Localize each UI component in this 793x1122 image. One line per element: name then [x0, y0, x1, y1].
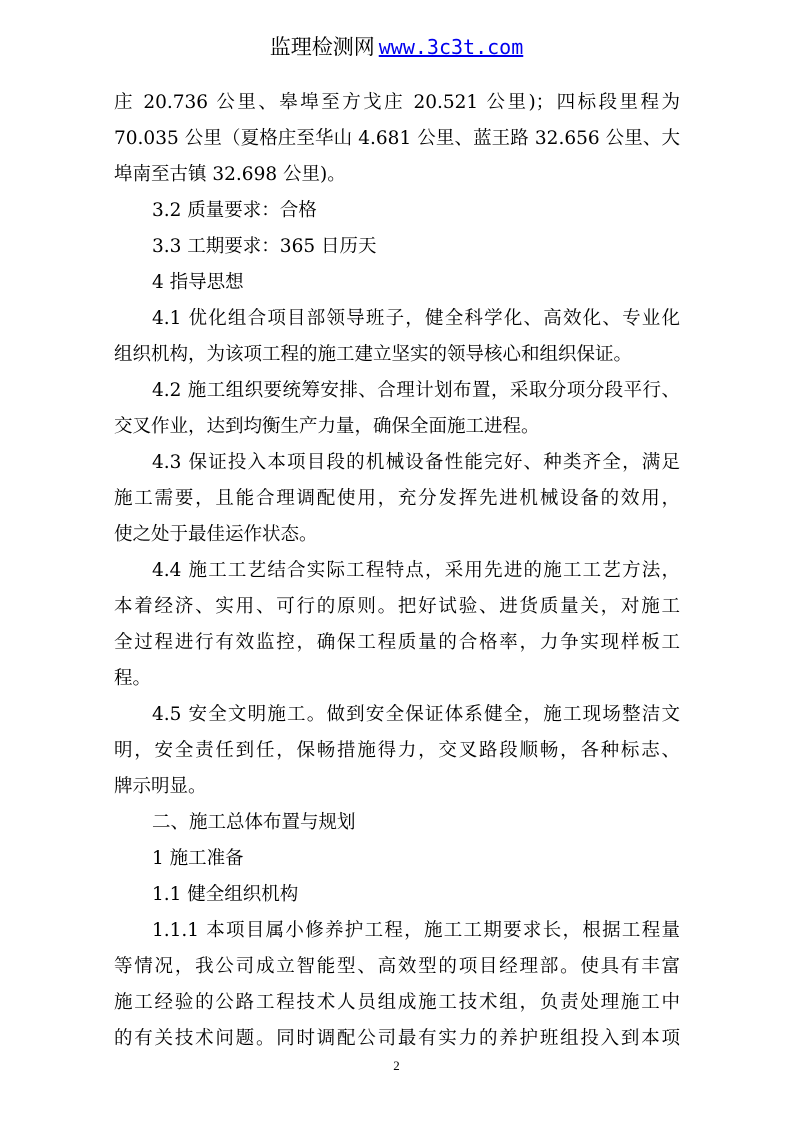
schedule-requirement: 3.3 工期要求：365 日历天 — [152, 236, 377, 257]
quality-requirement: 3.2 质量要求：合格 — [152, 200, 317, 221]
text-line-7: 4.1 优化组合项目部领导班子，健全科学化、高效化、专业化 — [152, 308, 680, 329]
text-line-12: 施工需要，且能合理调配使用，充分发挥先进机械设备的效用， — [114, 488, 680, 509]
text-line-10: 交叉作业，达到均衡生产力量，确保全面施工进程。 — [114, 416, 540, 437]
text-line-8: 组织机构，为该项工程的施工建立坚实的领导核心和组织保证。 — [114, 344, 633, 365]
site-name: 监理检测网 — [269, 35, 375, 59]
text-line-18: 4.5 安全文明施工。做到安全保证体系健全，施工现场整洁文 — [152, 704, 680, 725]
page-header — [0, 32, 793, 62]
text-line-2: 70.035 公里（夏格庄至华山 4.681 公里、蓝王路 32.656 公里、大 — [114, 128, 680, 149]
text-line-24: 1.1.1 本项目属小修养护工程，施工工期要求长，根据工程量 — [152, 920, 680, 941]
text-line-17: 程。 — [114, 668, 152, 689]
text-line-13: 使之处于最佳运作状态。 — [114, 524, 318, 545]
page-number: 2 — [393, 1058, 400, 1073]
text-line-25: 等情况，我公司成立智能型、高效型的项目经理部。使具有丰富 — [114, 956, 680, 977]
text-line-27: 的有关技术问题。同时调配公司最有实力的养护班组投入到本项 — [114, 1028, 680, 1049]
text-line-1: 庄 20.736 公里、皋埠至方戈庄 20.521 公里)；四标段里程为 — [114, 92, 680, 113]
text-line-15: 本着经济、实用、可行的原则。把好试验、进货质量关，对施工 — [114, 596, 680, 617]
site-url-link[interactable]: www.3c3t.com — [378, 35, 524, 59]
section-heading-overall-layout: 二、施工总体布置与规划 — [152, 812, 356, 833]
section-heading-preparation: 1 施工准备 — [152, 848, 244, 869]
text-line-14: 4.4 施工工艺结合实际工程特点，采用先进的施工工艺方法， — [152, 560, 680, 581]
text-line-9: 4.2 施工组织要统筹安排、合理计划布置，采取分项分段平行、 — [152, 380, 680, 401]
text-line-20: 牌示明显。 — [114, 776, 207, 797]
text-line-3: 埠南至古镇 32.698 公里)。 — [114, 164, 346, 185]
text-line-26: 施工经验的公路工程技术人员组成施工技术组，负责处理施工中 — [114, 992, 680, 1013]
text-line-16: 全过程进行有效监控，确保工程质量的合格率，力争实现样板工 — [114, 632, 680, 653]
section-heading-organization: 1.1 健全组织机构 — [152, 884, 299, 905]
document-body — [114, 85, 680, 1057]
section-heading-guiding-ideas: 4 指导思想 — [152, 272, 244, 293]
text-line-11: 4.3 保证投入本项目段的机械设备性能完好、种类齐全，满足 — [152, 452, 680, 473]
text-line-19: 明，安全责任到任，保畅措施得力，交叉路段顺畅，各种标志、 — [114, 740, 680, 761]
